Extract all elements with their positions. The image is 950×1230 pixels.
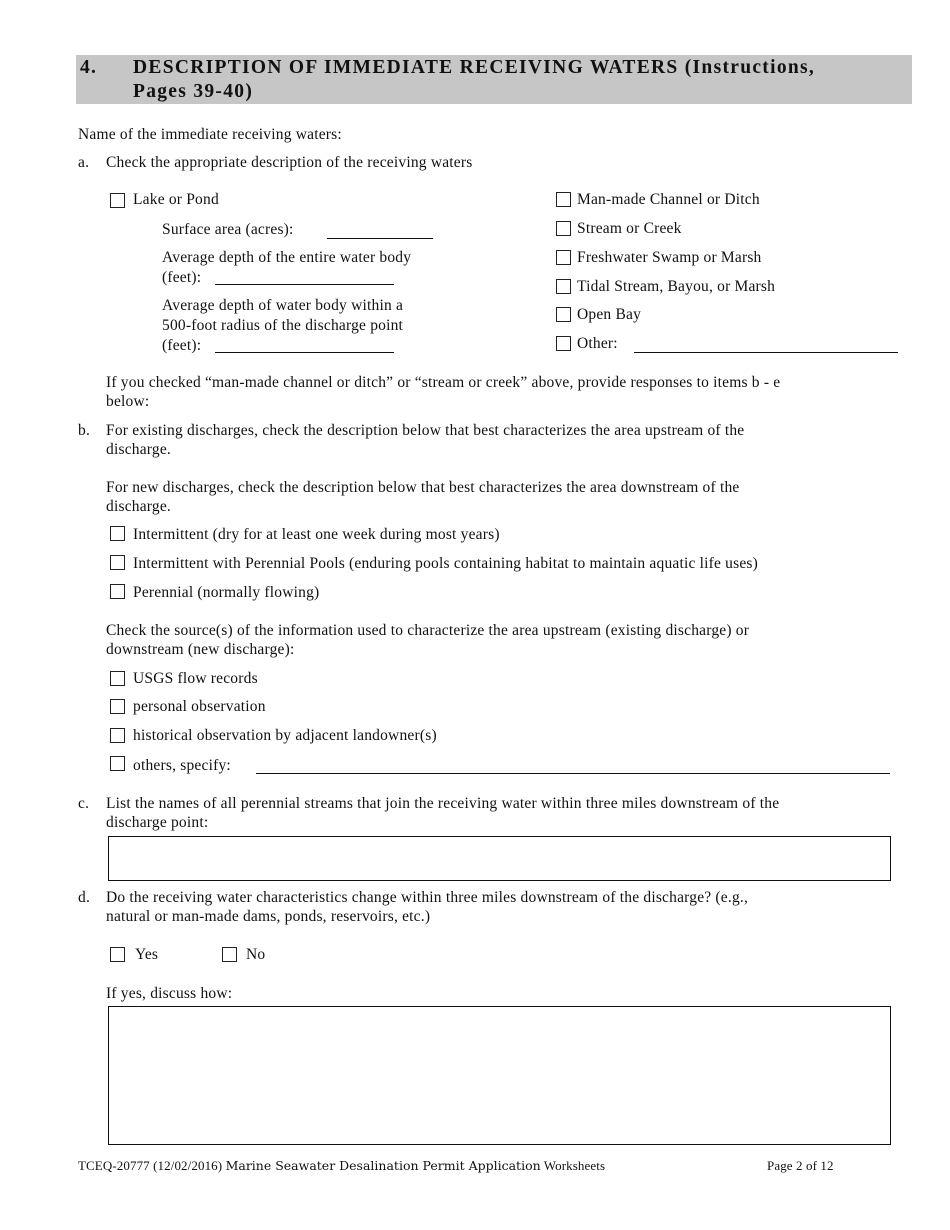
footer-form-title: Marine Seawater Desalination Permit Application	[225, 1158, 541, 1173]
item-a-prompt: Check the appropriate description of the receiving waters	[106, 154, 473, 171]
item-c-letter: c.	[78, 795, 90, 812]
if-yes-label: If yes, discuss how:	[106, 985, 233, 1002]
section-title-line1: DESCRIPTION OF IMMEDIATE RECEIVING WATERS (Instructions,	[133, 57, 816, 78]
item-d-line2: natural or man-made dams, ponds, reservoirs, etc.)	[106, 908, 431, 925]
usgs-checkbox[interactable]	[110, 671, 125, 686]
avg-depth-label-line2: (feet):	[162, 269, 202, 286]
avg-depth-field[interactable]	[215, 284, 394, 285]
receiving-waters-name-label: Name of the immediate receiving waters:	[78, 126, 342, 143]
item-b-new-line1: For new discharges, check the description below that best characterizes the area downstream of the	[106, 479, 740, 496]
man-made-channel-label: Man-made Channel or Ditch	[577, 191, 760, 208]
others-specify-label: others, specify:	[133, 757, 231, 774]
stream-or-creek-label: Stream or Creek	[577, 220, 682, 237]
tidal-stream-label: Tidal Stream, Bayou, or Marsh	[577, 278, 776, 295]
item-a-letter: a.	[78, 154, 90, 171]
item-b-letter: b.	[78, 422, 91, 439]
perennial-checkbox[interactable]	[110, 584, 125, 599]
open-bay-checkbox[interactable]	[556, 307, 571, 322]
item-c-line2: discharge point:	[106, 814, 209, 831]
item-d-letter: d.	[78, 889, 91, 906]
other-water-field[interactable]	[634, 352, 898, 353]
item-a-note-line1: If you checked “man-made channel or ditch” or “stream or creek” above, provide responses to items b - e	[106, 374, 781, 391]
item-b-existing-line2: discharge.	[106, 441, 171, 458]
item-d-line1: Do the receiving water characteristics change within three miles downstream of the discharge? (e.g.,	[106, 889, 749, 906]
perennial-label: Perennial (normally flowing)	[133, 584, 320, 601]
stream-or-creek-checkbox[interactable]	[556, 221, 571, 236]
lake-or-pond-label: Lake or Pond	[133, 191, 219, 208]
no-checkbox[interactable]	[222, 947, 237, 962]
avg-depth-label-line1: Average depth of the entire water body	[162, 249, 412, 266]
freshwater-swamp-label: Freshwater Swamp or Marsh	[577, 249, 762, 266]
usgs-label: USGS flow records	[133, 670, 258, 687]
footer-page-number: Page 2 of 12	[767, 1158, 834, 1173]
historical-observation-checkbox[interactable]	[110, 728, 125, 743]
section-header	[76, 55, 912, 104]
freshwater-swamp-checkbox[interactable]	[556, 250, 571, 265]
personal-observation-checkbox[interactable]	[110, 699, 125, 714]
item-b-new-line2: discharge.	[106, 498, 171, 515]
footer-form-suffix: Worksheets	[543, 1158, 606, 1173]
surface-area-field[interactable]	[327, 238, 433, 239]
other-water-label: Other:	[577, 335, 618, 352]
man-made-channel-checkbox[interactable]	[556, 192, 571, 207]
section-number: 4.	[80, 57, 98, 78]
historical-observation-label: historical observation by adjacent landowner(s)	[133, 727, 437, 744]
surface-area-label: Surface area (acres):	[162, 221, 294, 238]
footer-form-info	[78, 1158, 605, 1174]
section-title-line2: Pages 39-40)	[133, 81, 254, 102]
intermittent-pools-label: Intermittent with Perennial Pools (enduring pools containing habitat to maintain aquatic life uses)	[133, 555, 759, 572]
radius-depth-label-line3: (feet):	[162, 337, 202, 354]
others-specify-field[interactable]	[256, 773, 890, 774]
intermittent-label: Intermittent (dry for at least one week during most years)	[133, 526, 500, 543]
perennial-streams-input[interactable]	[108, 836, 891, 881]
other-water-checkbox[interactable]	[556, 336, 571, 351]
radius-depth-label-line2: 500-foot radius of the discharge point	[162, 317, 404, 334]
footer-form-id: TCEQ-20777 (12/02/2016)	[78, 1158, 223, 1173]
lake-or-pond-checkbox[interactable]	[110, 193, 125, 208]
source-prompt-line1: Check the source(s) of the information used to characterize the area upstream (existing discharge) or	[106, 622, 750, 639]
radius-depth-field[interactable]	[215, 352, 394, 353]
item-a-note-line2: below:	[106, 393, 150, 410]
item-b-existing-line1: For existing discharges, check the description below that best characterizes the area upstream of the	[106, 422, 745, 439]
yes-checkbox[interactable]	[110, 947, 125, 962]
source-prompt-line2: downstream (new discharge):	[106, 641, 295, 658]
no-label: No	[246, 946, 266, 963]
intermittent-checkbox[interactable]	[110, 526, 125, 541]
open-bay-label: Open Bay	[577, 306, 642, 323]
item-c-line1: List the names of all perennial streams that join the receiving water within three miles downstream of the	[106, 795, 780, 812]
discuss-how-input[interactable]	[108, 1006, 891, 1145]
others-specify-checkbox[interactable]	[110, 756, 125, 771]
radius-depth-label-line1: Average depth of water body within a	[162, 297, 404, 314]
yes-label: Yes	[135, 946, 159, 963]
tidal-stream-checkbox[interactable]	[556, 279, 571, 294]
intermittent-pools-checkbox[interactable]	[110, 555, 125, 570]
personal-observation-label: personal observation	[133, 698, 266, 715]
